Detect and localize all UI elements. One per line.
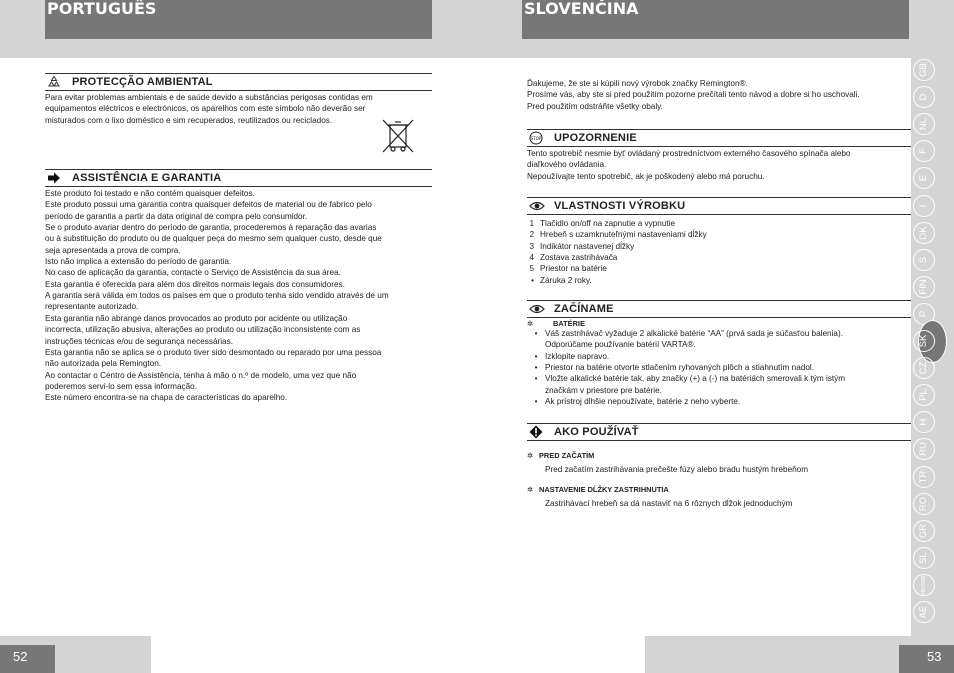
language-tab-pl[interactable]: PL [913,384,935,406]
list-marker: • [534,397,538,407]
section-warnings [527,129,913,182]
section-body [45,187,432,404]
language-tab-sk[interactable]: SK [913,330,935,352]
text-line: representante autorizado. [45,302,139,312]
eye-icon [529,199,551,213]
text-line: Este produto possui uma garantia contra quaisquer defeitos de material ou de fabrico pelo [45,200,372,210]
section-features [527,197,913,286]
language-tab-p[interactable]: P [913,303,935,325]
eye-icon [529,302,551,316]
svg-text:STOP: STOP [530,135,542,141]
text-line: seja apresentada a prova de compra. [45,245,181,255]
section-title: ZAČÍNAME [554,302,614,315]
section-head [45,169,432,187]
text-line: A garantia será válida em todos os países em que o produto tenha sido vendido através de um [45,291,389,301]
sun-icon: ✲ [527,450,534,460]
language-tab-cz[interactable]: CZ [913,357,935,379]
arrow-right-icon [47,171,69,185]
list-marker: • [534,351,538,361]
left-page [45,58,432,637]
page-number-left: 52 [0,645,55,673]
section-head [527,129,913,147]
list-marker: • [531,275,534,285]
list-text: Hrebeň s uzamknuteľnými nastaveniami dĺžky [540,230,707,240]
exclamation-icon [529,425,551,439]
language-tab-s[interactable]: S [913,249,935,271]
list-item [527,362,913,373]
text-line: Isto não implica a extensão do período de garantia. [45,257,232,267]
list-text: Ak prístroj dlhšie nepoužívate, batérie z neho vyberte. [545,397,741,407]
section-warranty [45,169,432,404]
text-line: Para evitar problemas ambientais e de saúde devido a substâncias perigosas contidas em [45,93,373,102]
text-line: Se o produto avariar dentro do período de garantia, procederemos à reparação das avarias [45,223,377,233]
list-text: Vložte alkalické batérie tak, aby značky (+) a (-) na batériách smerovali k tým istým [545,374,846,384]
language-tab-ru[interactable]: RU [913,438,935,460]
language-tab-i[interactable]: I [913,195,935,217]
section-title: UPOZORNENIE [554,132,637,145]
section-head [527,197,913,215]
list-text: Zostava zastrihávača [540,252,618,262]
language-tab-f[interactable]: F [913,140,935,162]
language-tab-sl[interactable]: SL [913,547,935,569]
list-item [527,229,913,240]
text-line: não autorizada pela Remington. [45,359,162,369]
batteries-list [527,328,913,408]
text-line: Esta garantia é oferecida para além dos direitos normais legais dos consumidores. [45,279,345,289]
list-text: Priestor na batérie otvorte stlačením ryhovaných plôch a stiahnutím nadol. [545,363,814,373]
text-line: ou à substituição do produto ou de qualquer peça do mesmo sem qualquer custo, desde que [45,234,382,244]
list-item [527,351,913,362]
list-item [527,218,913,229]
language-tab-h[interactable]: H [913,411,935,433]
list-text: Indikátor nastavenej dĺžky [540,241,635,251]
section-usage [527,423,913,510]
right-page-header: SLOVENČINA [522,0,909,39]
recycle-icon [47,75,69,89]
left-page-header: PORTUGUÊS [45,0,432,39]
text-line: Ďakujeme, že ste si kúpili nový výrobok značky Remington®. [527,79,748,88]
text-line: Prosíme vás, aby ste si pred použitím pozorne prečítali tento návod a dobre si ho uschovali. [527,90,860,100]
sun-icon: ✲ [527,485,534,495]
list-text: Záruka 2 roky. [540,275,592,285]
stop-icon [529,131,551,145]
list-text: Odporúčame používanie batérií VARTA®. [545,340,696,350]
list-text: Izklopite napravo. [545,351,610,361]
section-title: PROTECÇÃO AMBIENTAL [72,76,213,88]
text-line: poderemos servi-lo sem essa informação. [45,381,197,391]
list-item [527,373,913,384]
section-environment [45,73,432,126]
text-line: Pred použitím odstráňte všetky obaly. [527,101,663,111]
language-tab-hr-srb[interactable]: HR/SRB [913,574,935,596]
before-start-text: Pred začatím zastrihávania prečešte fúzy alebo bradu hustým hrebeňom [545,464,809,474]
intro-text [527,77,913,112]
section-head [527,300,913,318]
subheading-length-setting: ✲ NASTAVENIE DĹŽKY ZASTRIHNUTIA [527,485,669,495]
text-line: Esta garantia não abrange danos provocados ao produto por acidente ou utilização [45,313,348,323]
list-text: značkám v priestore pre batérie. [545,385,662,395]
list-item [527,385,913,396]
subheading-before-start: ✲ PRED ZAČATÍM [527,450,595,460]
list-text: Tlačidlo on/off na zapnutie a vypnutie [540,219,676,229]
list-item [527,328,913,339]
length-setting-text: Zastrihávací hrebeň sa dá nastaviť na 6 rôznych dĺžok jednoduchým [545,499,793,509]
section-getting-started [527,300,913,408]
text-line: Este número encontra-se na chapa de características do aparelho. [45,393,288,403]
section-title: ASSISTÊNCIA E GARANTIA [72,172,222,185]
language-tab-ae[interactable]: AE [913,601,935,623]
language-tab-dk[interactable]: DK [913,222,935,244]
language-tab-nl[interactable]: NL [913,113,935,135]
text-line: Tento spotrebič nesmie byť ovládaný prostredníctvom externého časového spínača alebo [527,149,851,159]
text-line: instruções técnicas e/ou de segurança necessárias. [45,336,233,346]
language-tab-tr[interactable]: TR [913,466,935,488]
list-marker: 2 [529,230,534,240]
section-head [45,73,432,91]
section-body [527,147,913,182]
language-tab-ro[interactable]: RO [913,493,935,515]
list-marker: • [534,328,538,338]
language-tab-gb[interactable]: GB [913,59,935,81]
list-text: Váš zastrihávač vyžaduje 2 alkalické batérie “AA” (prvá sada je súčasťou balenia). [545,328,843,338]
text-line: misturados com o lixo doméstico e sim recuperados, reutilizados ou reciclados. [45,115,333,125]
list-marker: • [534,363,538,373]
list-item [527,339,913,350]
list-marker: 4 [529,252,534,262]
list-marker [527,339,545,350]
text-line: Nepoužívajte tento spotrebič, ak je poškodený alebo má poruchu. [527,171,765,181]
list-marker [527,385,545,396]
text-line: incorrecta, utilização abusiva, alterações ao produto ou utilização inconsistente com as [45,325,361,335]
subheading-batteries: ✲ BATÉRIE [527,318,585,328]
list-item [527,241,913,252]
text-line: Este produto foi testado e não contém quaisquer defeitos. [45,189,255,199]
text-line: diaľkového ovládania. [527,160,607,170]
section-title: AKO POUŽÍVAŤ [554,425,639,438]
language-tab-e[interactable]: E [913,167,935,189]
section-title: VLASTNOSTI VÝROBKU [554,200,686,213]
list-item [527,263,913,274]
text-line: No caso de aplicação da garantia, contacte o Serviço de Assistência da sua área. [45,268,341,278]
list-item [527,252,913,263]
list-marker: 1 [529,219,534,229]
text-line: Ao contactar o Centro de Assistência, tenha à mão o n.º de modelo, uma vez que não [45,370,357,380]
text-line: Esta garantia não se aplica se o produto tiver sido desmontado ou reparado por uma pessoa [45,347,382,357]
language-tabs [911,58,954,636]
section-body [45,91,432,126]
crossed-bin-icon [380,117,416,155]
list-marker: • [534,374,538,384]
list-item [527,396,913,407]
language-tab-d[interactable]: D [913,86,935,108]
footer-gap [151,636,645,673]
list-text: Priestor na batérie [540,264,607,274]
features-list [527,215,913,286]
text-line: equipamentos eléctricos e electrónicos, os aparelhos com este símbolo não deverão ser [45,104,366,114]
list-item [527,275,913,286]
right-page [527,58,913,637]
language-tab-fin[interactable]: FIN [913,276,935,298]
text-line: período de garantia a partir da data original de compra pelo consumidor. [45,211,308,221]
language-tab-gr[interactable]: GR [913,520,935,542]
list-marker: 3 [529,241,534,251]
list-marker: 5 [529,264,534,274]
section-head [527,423,913,441]
sun-icon: ✲ [527,318,534,328]
page-number-right: 53 [899,645,954,673]
